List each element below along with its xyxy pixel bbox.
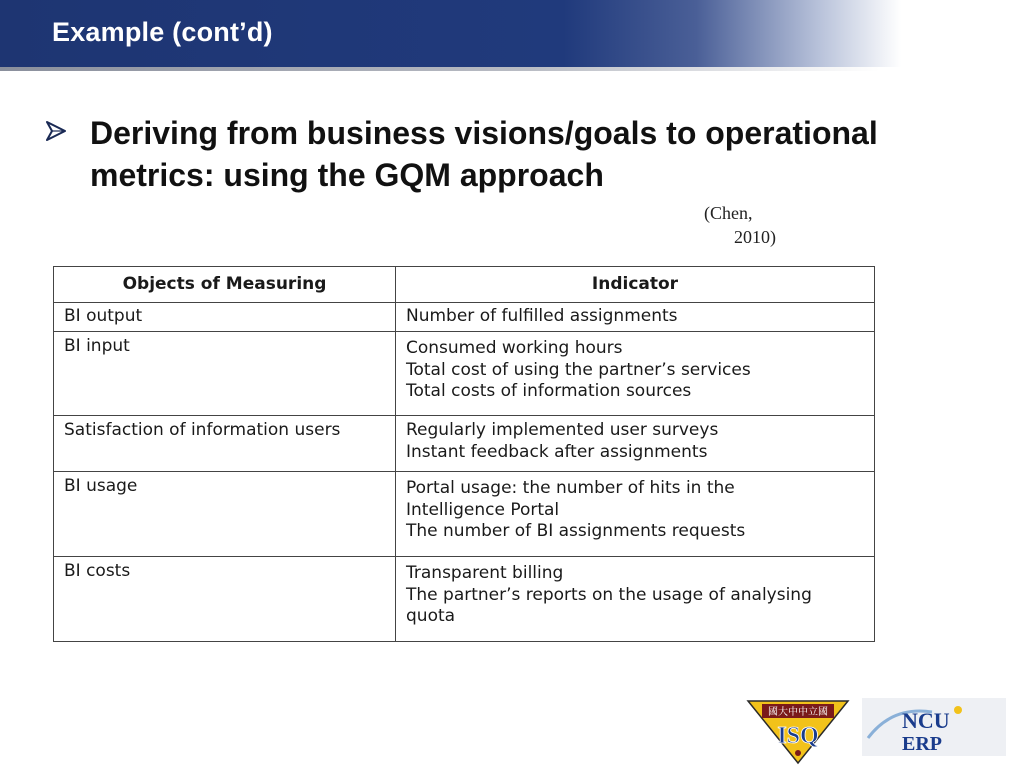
indicator-cell [396, 472, 875, 557]
arrow-bullet-icon [44, 120, 68, 142]
ncu-logo-text: NCU [902, 708, 950, 733]
object-cell: Satisfaction of information users [54, 416, 396, 472]
indicator-line: Total cost of using the partner’s services [406, 359, 751, 380]
column-header-objects: Objects of Measuring [54, 267, 396, 303]
indicator-line: The partner’s reports on the usage of analysing [406, 584, 812, 605]
citation [704, 201, 794, 249]
indicator-line: Intelligence Portal [406, 499, 560, 520]
isq-logo-text: ISQ [777, 723, 819, 749]
table-row [54, 332, 875, 416]
indicator-line: Consumed working hours [406, 338, 623, 358]
indicator-cell [396, 332, 875, 416]
erp-logo-text: ERP [902, 733, 942, 755]
citation-line: 2010) [734, 227, 776, 247]
table-row [54, 416, 875, 472]
table-row [54, 557, 875, 642]
object-cell: BI usage [54, 472, 396, 557]
object-cell: BI input [54, 332, 396, 416]
indicator-line: Portal usage: the number of hits in the [406, 478, 735, 498]
indicator-line: Number of fulfilled assignments [406, 306, 678, 326]
slide-title: Example (cont’d) [52, 17, 273, 47]
indicator-line: Total costs of information sources [406, 381, 692, 401]
table-row [54, 472, 875, 557]
table-header-row [54, 267, 875, 303]
indicator-line: Instant feedback after assignments [406, 441, 708, 462]
object-cell: BI costs [54, 557, 396, 642]
isq-logo [740, 697, 856, 767]
indicator-cell [396, 557, 875, 642]
isq-banner-text: 國大中中立國 [768, 707, 828, 718]
object-cell: BI output [54, 303, 396, 332]
table-row [54, 303, 875, 332]
gqm-table [53, 266, 875, 642]
indicator-cell [396, 303, 875, 332]
ncu-erp-logo [862, 698, 1006, 756]
column-header-indicator: Indicator [396, 267, 875, 303]
indicator-line: Regularly implemented user surveys [406, 420, 719, 440]
indicator-line: Transparent billing [406, 563, 564, 583]
title-bar-underline [0, 67, 880, 71]
citation-line: (Chen, [704, 203, 753, 223]
indicator-line: The number of BI assignments requests [406, 521, 746, 541]
indicator-line: quota [406, 606, 456, 626]
indicator-cell [396, 416, 875, 472]
bullet-text: Deriving from business visions/goals to operational metrics: using the GQM approach [90, 115, 878, 193]
